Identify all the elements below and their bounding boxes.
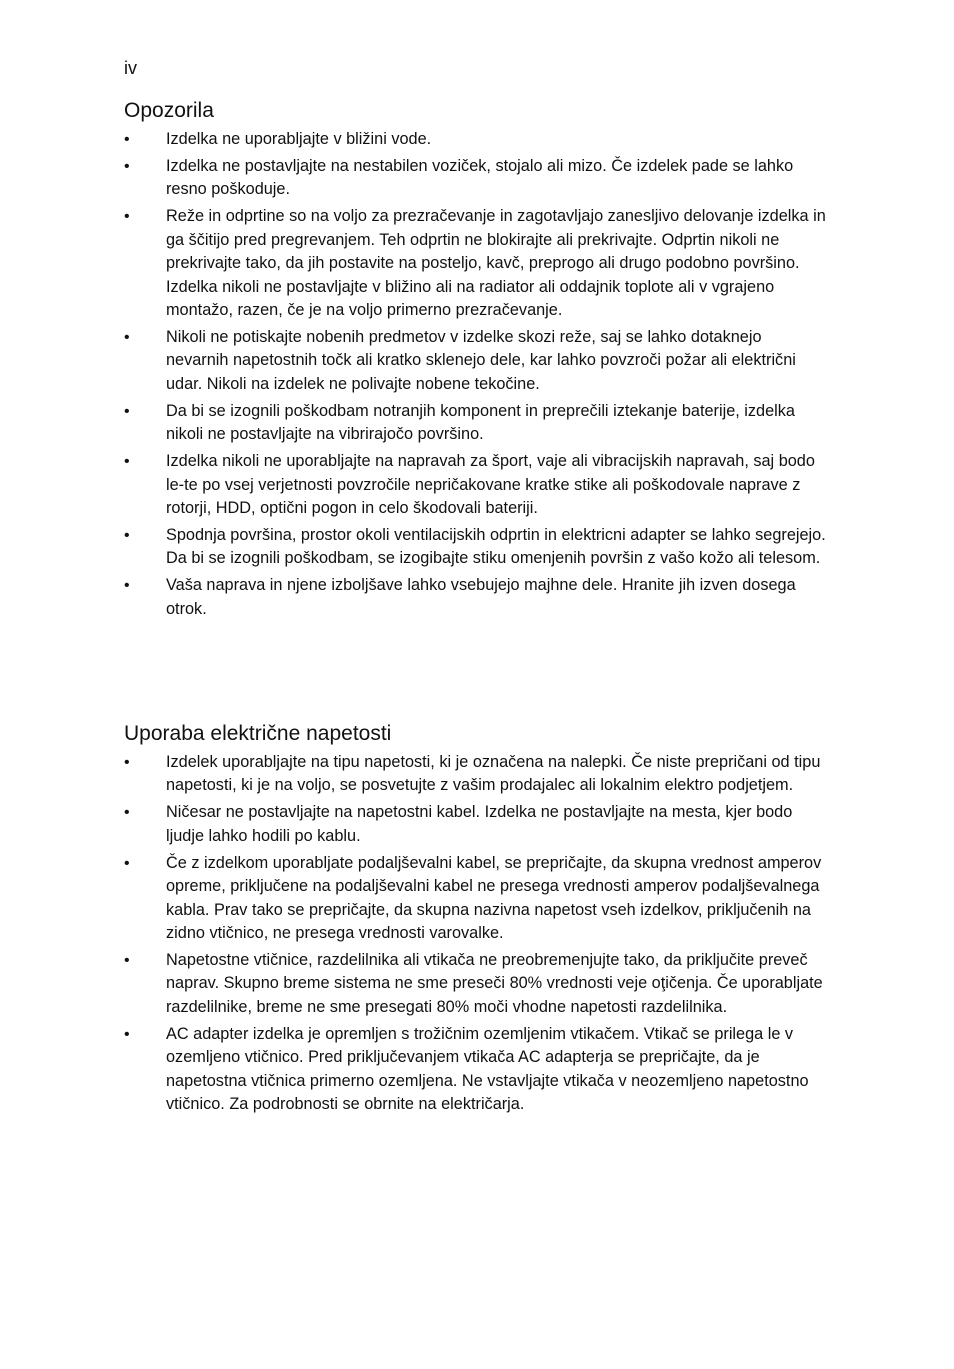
list-item-text: Izdelek uporabljajte na tipu napetosti, ki je označena na nalepki. Če niste prepričani od tipu napetosti, ki je na voljo, se posvetujte z vašim prodajalec ali lokalnim elektro podjetjem.: [166, 753, 821, 795]
list-item: [124, 524, 826, 571]
list-item: [124, 852, 826, 946]
bullet-icon: •: [124, 402, 130, 420]
list-item: [124, 1023, 826, 1117]
list-item: [124, 326, 826, 396]
bullet-icon: •: [124, 131, 130, 148]
list-item-text: Vaša naprava in njene izboljšave lahko vsebujejo majhne dele. Hranite jih izven dosega otrok.: [166, 576, 796, 618]
power-list: [124, 751, 824, 1116]
list-item: [124, 751, 826, 798]
bullet-icon: •: [124, 854, 130, 872]
bullet-icon: •: [124, 329, 130, 347]
power-section: [124, 721, 824, 1120]
list-item-text: Ničesar ne postavljajte na napetostni kabel. Izdelka ne postavljajte na mesta, kjer bodo ljudje lahko hodili po kablu.: [166, 803, 793, 845]
list-item: [124, 450, 826, 520]
warnings-title: Opozorila: [124, 99, 214, 122]
list-item-text: Reže in odprtine so na voljo za prezračevanje in zagotavljajo zanesljivo delovanje izdelka in ga ščitijo pred pregrevanjem. Teh odprtin ne blokirajte ali prekrivajte. Odprtin nikoli ne prekrivajte tako, da jih postavite na posteljo, kavč, preprogo ali drugo podobno površino. Izdelka nikoli ne postavljajte v bližino ali na radiator ali oddajnik toplote ali v vgrajeno montažo, razen, če je na voljo primerno prezračevanje.: [166, 207, 826, 320]
bullet-icon: •: [124, 952, 130, 970]
list-item: [124, 155, 826, 202]
list-item-text: AC adapter izdelka je opremljen s trožičnim ozemljenim vtikačem. Vtikač se prilega le v ozemljeno vtičnico. Pred priključevanjem vtikača AC adapterja se prepričajte, da je napetostna vtičnica primerno ozemljena. Ne vstavljajte vtikača v neozemljeno napetostno vtičnico. Za podrobnosti se obrnite na električarja.: [166, 1024, 809, 1114]
warnings-list: [124, 128, 824, 621]
bullet-icon: •: [124, 527, 130, 545]
warnings-section: [124, 98, 824, 625]
bullet-icon: •: [124, 804, 130, 822]
list-item-text: Izdelka ne uporabljajte v bližini vode.: [166, 130, 432, 148]
bullet-icon: •: [124, 577, 130, 595]
list-item-text: Če z izdelkom uporabljate podaljševalni kabel, se prepričajte, da skupna vrednost amperov opreme, priključene na podaljševalni kabel ne presega vrednosti amperov podaljševalnega kabla. Prav tako se prepričajte, da skupna nazivna napetost vseh izdelkov, priključenih na zidno vtičnico, ne presega vrednosti varovalke.: [166, 853, 822, 943]
list-item-text: Napetostne vtičnice, razdelilnika ali vtikača ne preobremenjujte tako, da priključite preveč naprav. Skupno breme sistema ne sme preseči 80% vrednosti veje oţičenja. Če uporabljate razdelilnike, breme ne sme presegati 80% moči vhodne napetosti razdelilnika.: [166, 951, 823, 1016]
bullet-icon: •: [124, 754, 130, 771]
bullet-icon: •: [124, 208, 130, 226]
list-item: [124, 205, 826, 322]
list-item: [124, 128, 826, 151]
list-item-text: Spodnja površina, prostor okoli ventilacijskih odprtin in elektricni adapter se lahko segrejejo. Da bi se izognili poškodbam, se izogibajte stiku omenjenih površin z vašo kožo ali telesom.: [166, 526, 826, 568]
list-item-text: Izdelka ne postavljajte na nestabilen voziček, stojalo ali mizo. Če izdelek pade se lahko resno poškoduje.: [166, 157, 794, 199]
bullet-icon: •: [124, 453, 130, 471]
list-item: [124, 801, 826, 848]
page-number: iv: [124, 58, 137, 78]
list-item-text: Da bi se izognili poškodbam notranjih komponent in preprečili iztekanje baterije, izdelka nikoli ne postavljajte na vibrirajočo površino.: [166, 401, 795, 444]
bullet-icon: •: [124, 158, 130, 175]
bullet-icon: •: [124, 1025, 130, 1043]
list-item: [124, 574, 826, 621]
list-item-text: Izdelka nikoli ne uporabljajte na napravah za šport, vaje ali vibracijskih napravah, saj bodo le-te po vsej verjetnosti povzročile nepričakovane kratke stike ali poškodovale naprave z rotorji, HDD, optični pogon in celo škodovali bateriji.: [166, 452, 815, 518]
list-item: [124, 400, 826, 447]
power-title: Uporaba električne napetosti: [124, 722, 392, 745]
list-item: [124, 949, 826, 1019]
list-item-text: Nikoli ne potiskajte nobenih predmetov v izdelke skozi reže, saj se lahko dotaknejo nevarnih napetostnih točk ali kratko sklenejo dele, kar lahko povzroči požar ali električni udar. Nikoli na izdelek ne polivajte nobene tekočine.: [166, 328, 796, 393]
